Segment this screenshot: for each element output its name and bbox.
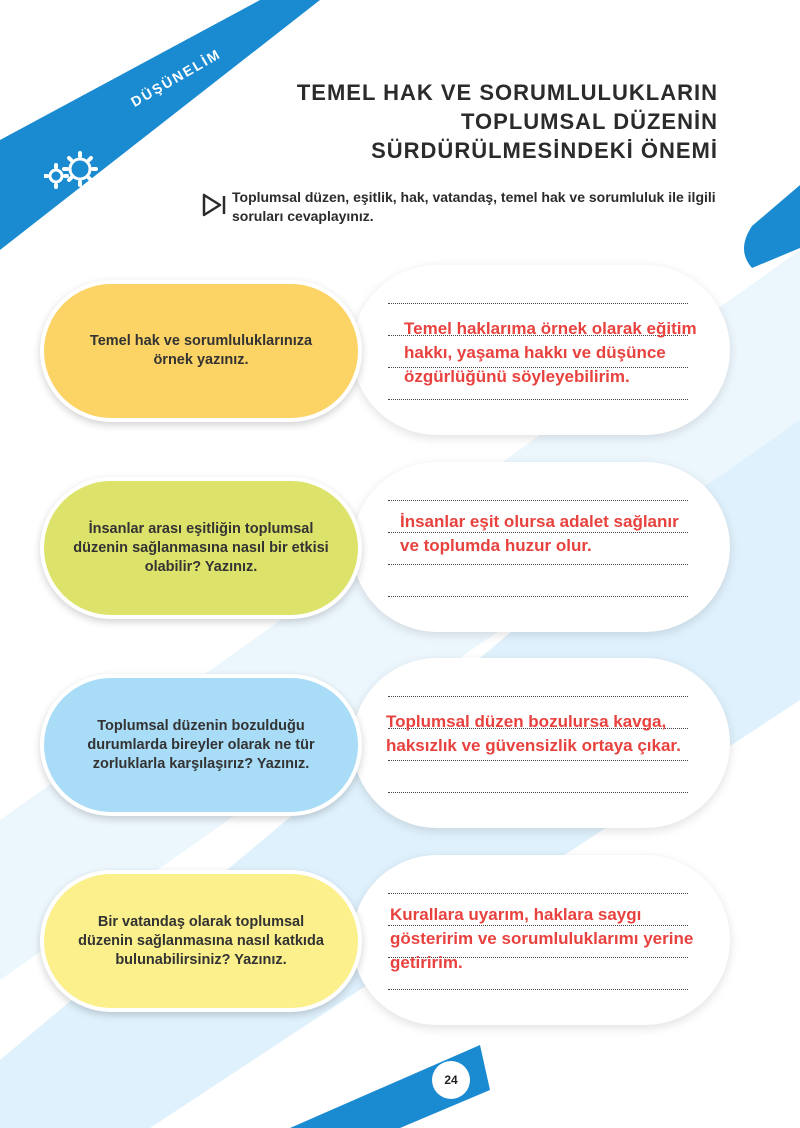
question-bubble-1 [40, 280, 362, 422]
question-bubble-3 [40, 674, 362, 816]
play-icon [200, 192, 226, 218]
title-line-3: SÜRDÜRÜLMESİNDEKİ ÖNEMİ [371, 138, 718, 163]
ribbon-label: DÜŞÜNELİM [128, 45, 224, 110]
dotted-line [388, 399, 688, 400]
dotted-line [388, 792, 688, 793]
dotted-line [388, 760, 688, 761]
dotted-line [388, 696, 688, 697]
dotted-line [388, 989, 688, 990]
dotted-line [388, 303, 688, 304]
answer-text: Toplumsal düzen bozulursa kavga, haksızlık ve güvensizlik ortaya çıkar. [386, 712, 681, 755]
page-number: 24 [432, 1061, 470, 1099]
question-bubble-2 [40, 477, 362, 619]
answer-box-4[interactable] [352, 855, 730, 1025]
question-text: İnsanlar arası eşitliğin toplumsal düzenin sağlanmasına nasıl bir etkisi olabilir? Yazınız. [73, 520, 329, 575]
answer-text: İnsanlar eşit olursa adalet sağlanır ve toplumda huzur olur. [400, 512, 679, 555]
instruction [200, 188, 730, 226]
answer-box-2[interactable] [352, 462, 730, 632]
right-edge-ribbon [744, 185, 800, 268]
dotted-line [388, 596, 688, 597]
title-line-2: TOPLUMSAL DÜZENİN [461, 109, 718, 134]
title-line-1: TEMEL HAK VE SORUMLULUKLARIN [296, 80, 718, 105]
question-text: Bir vatandaş olarak toplumsal düzenin sağlanmasına nasıl katkıda bulunabilirsiniz? Yazınız. [78, 913, 324, 968]
answer-text: Temel haklarıma örnek olarak eğitim hakkı, yaşama hakkı ve düşünce özgürlüğünü söyleyebilirim. [404, 319, 697, 386]
question-text: Temel hak ve sorumluluklarınıza örnek yazınız. [89, 333, 313, 368]
answer-box-3[interactable] [352, 658, 730, 828]
question-bubble-4 [40, 870, 362, 1012]
page-title [198, 78, 718, 165]
answer-text: Kurallara uyarım, haklara saygı gösteririm ve sorumluluklarımı yerine getiririm. [390, 905, 694, 972]
instruction-text: Toplumsal düzen, eşitlik, hak, vatandaş, temel hak ve sorumluluk ile ilgili soruları cevaplayınız. [232, 189, 716, 224]
answer-box-1[interactable] [352, 265, 730, 435]
dotted-line [388, 893, 688, 894]
dotted-line [388, 500, 688, 501]
dotted-line [388, 564, 688, 565]
gears-icon [44, 150, 104, 192]
question-text: Toplumsal düzenin bozulduğu durumlarda bireyler olarak ne tür zorluklarla karşılaşırız? Yazınız. [87, 717, 315, 772]
